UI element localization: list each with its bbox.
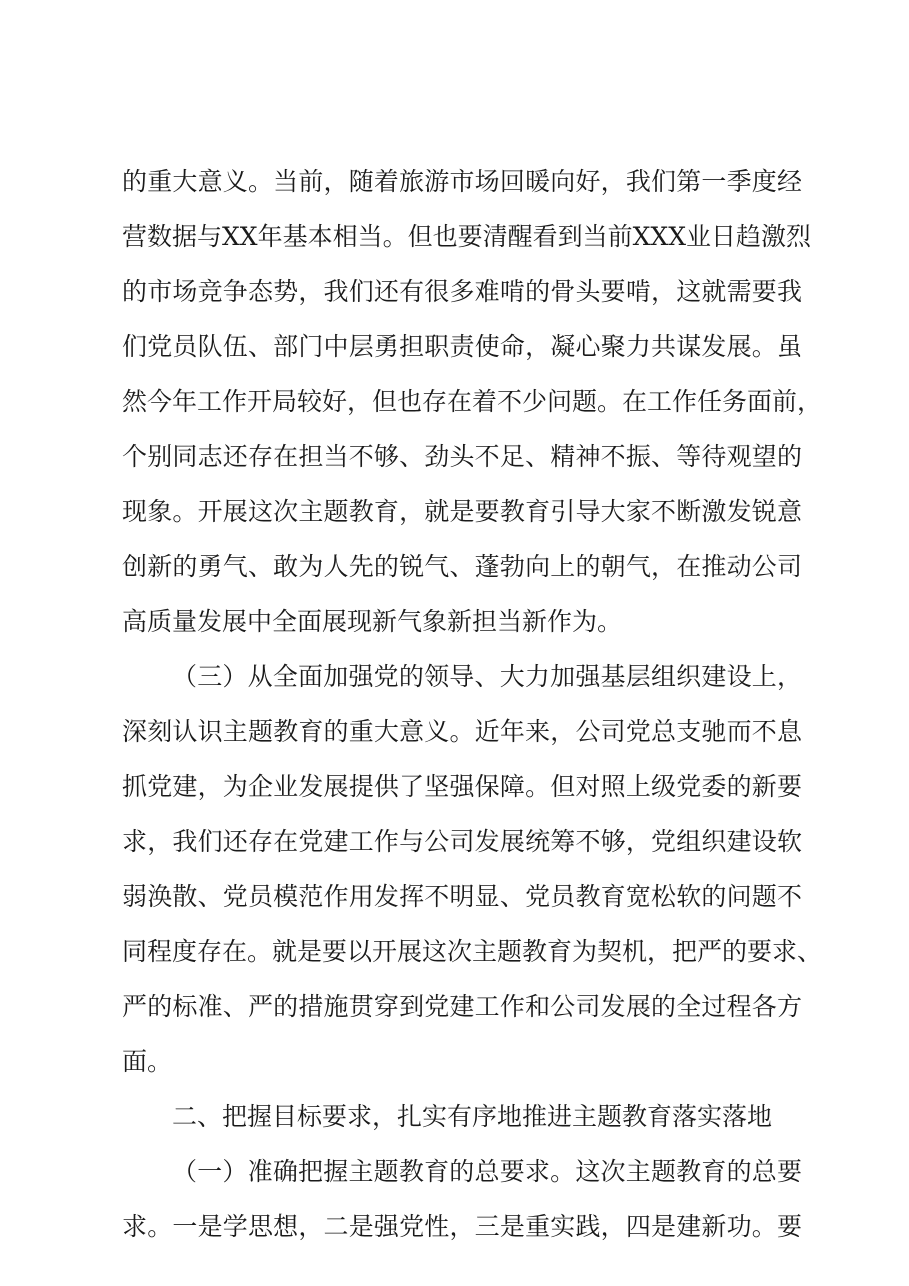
text-line-10: （三）从全面加强党的领导、大力加强基层组织建设上， bbox=[172, 662, 802, 691]
text-line-15: 同程度存在。就是要以开展这次主题教育为契机，把严的要求、 bbox=[122, 937, 823, 966]
text-line-6: 个别同志还存在担当不够、劲头不足、精神不振、等待观望的 bbox=[122, 442, 802, 471]
text-line-17: 面。 bbox=[122, 1047, 173, 1076]
text-line-13: 求，我们还存在党建工作与公司发展统筹不够，党组织建设软 bbox=[122, 827, 802, 856]
text-line-7: 现象。开展这次主题教育，就是要教育引导大家不断激发锐意 bbox=[122, 497, 802, 526]
text-line-14: 弱涣散、党员模范作用发挥不明显、党员教育宽松软的问题不 bbox=[122, 882, 802, 911]
text-line-12: 抓党建，为企业发展提供了坚强保障。但对照上级党委的新要 bbox=[122, 772, 802, 801]
text-line-5: 然今年工作开局较好，但也存在着不少问题。在工作任务面前， bbox=[122, 387, 823, 416]
section-heading: 二、把握目标要求，扎实有序地推进主题教育落实落地 bbox=[172, 1102, 773, 1131]
text-line-19: （一）准确把握主题教育的总要求。这次主题教育的总要 bbox=[172, 1157, 802, 1186]
text-line-1: 的重大意义。当前，随着旅游市场回暖向好，我们第一季度经 bbox=[122, 167, 802, 196]
text-line-3: 的市场竞争态势，我们还有很多难啃的骨头要啃，这就需要我 bbox=[122, 277, 802, 306]
text-line-8: 创新的勇气、敢为人先的锐气、蓬勃向上的朝气，在推动公司 bbox=[122, 552, 802, 581]
text-line-11: 深刻认识主题教育的重大意义。近年来，公司党总支驰而不息 bbox=[122, 717, 802, 746]
text-line-16: 严的标准、严的措施贯穿到党建工作和公司发展的全过程各方 bbox=[122, 992, 802, 1021]
text-line-9: 高质量发展中全面展现新气象新担当新作为。 bbox=[122, 607, 623, 636]
text-line-20: 求。一是学思想，二是强党性，三是重实践，四是建新功。要 bbox=[122, 1212, 802, 1241]
text-line-2: 营数据与XX年基本相当。但也要清醒看到当前XXX业日趋激烈 bbox=[122, 222, 811, 251]
text-line-4: 们党员队伍、部门中层勇担职责使命，凝心聚力共谋发展。虽 bbox=[122, 332, 802, 361]
